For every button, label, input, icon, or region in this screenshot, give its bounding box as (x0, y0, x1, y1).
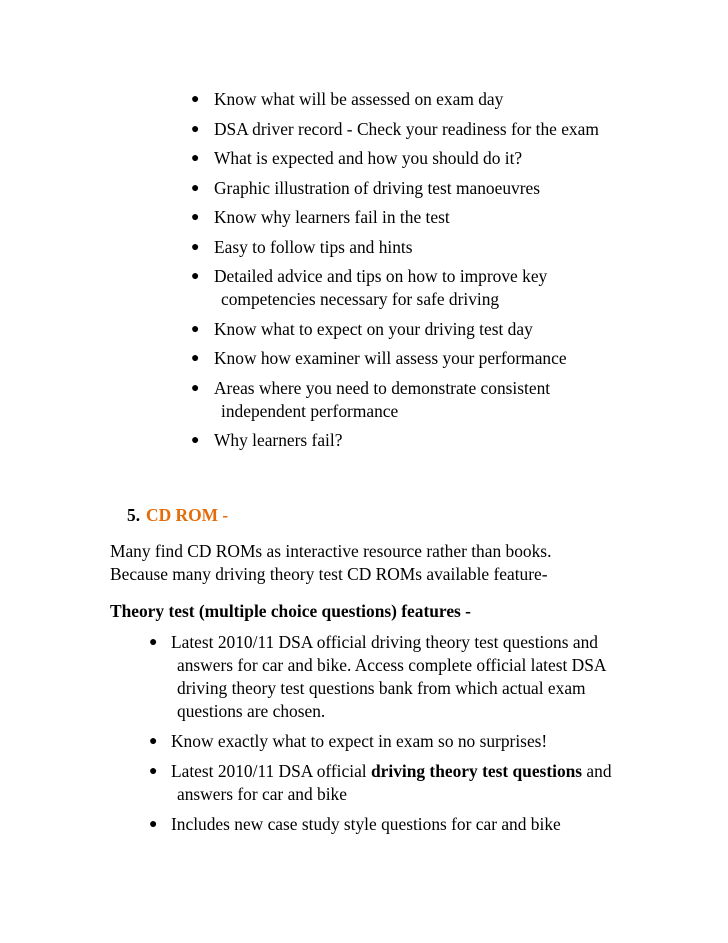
bullet-icon: ● (191, 92, 200, 107)
bullet-icon: ● (191, 380, 200, 396)
bullet-icon: ● (149, 734, 158, 749)
bullet-icon: ● (191, 239, 200, 255)
bullet-icon: ● (191, 180, 200, 196)
list-item: ● What is expected and how you should do it? (191, 148, 523, 168)
bullet-icon: ● (191, 210, 200, 225)
list-item: ● Graphic illustration of driving test manoeuvres (191, 177, 540, 198)
bullet-icon: ● (191, 351, 200, 366)
bullet-icon: ● (191, 121, 200, 137)
list-item: ● Detailed advice and tips on how to improve key competencies necessary for safe driving (191, 266, 548, 309)
list-item: ● Latest 2010/11 DSA official driving theory test questions and answers for car and bike (149, 761, 612, 804)
list-item: ● Know what will be assessed on exam day (191, 89, 504, 109)
list-item: ● Know why learners fail in the test (191, 207, 450, 227)
bullet-list-theory-features (149, 631, 641, 843)
section-title: CD ROM - (146, 505, 229, 525)
bullet-icon: ● (191, 151, 200, 166)
list-item: ● Know how examiner will assess your performance (191, 348, 567, 368)
bullet-list-driving-test (191, 88, 634, 459)
bullet-icon: ● (149, 635, 158, 650)
paragraph-line: Many find CD ROMs as interactive resource rather than books. (110, 541, 552, 561)
list-item: ● Easy to follow tips and hints (191, 236, 413, 257)
section-number: 5. (127, 505, 141, 525)
list-item: ● Know exactly what to expect in exam so no surprises! (149, 731, 548, 751)
bullet-icon: ● (149, 817, 158, 832)
intro-paragraph (110, 540, 630, 586)
list-item: ● DSA driver record - Check your readiness for the exam (191, 118, 599, 139)
bullet-icon: ● (191, 433, 200, 448)
list-item: ● Includes new case study style questions for car and bike (149, 814, 561, 834)
list-item: ● Why learners fail? (191, 430, 343, 450)
section-heading-cd-rom (127, 504, 228, 527)
bullet-icon: ● (149, 764, 158, 779)
bold-phrase: driving theory test questions (370, 761, 583, 781)
paragraph-line: Because many driving theory test CD ROMs available feature- (110, 564, 548, 584)
list-item: ● Areas where you need to demonstrate consistent independent performance (191, 377, 551, 421)
bullet-icon: ● (191, 269, 200, 284)
features-heading: Theory test (multiple choice questions) features - (110, 601, 471, 621)
list-item: ● Latest 2010/11 DSA official driving theory test questions and answers for car and bike. Access complete official latest DSA driving theory test questions bank from which actual exam questions are chosen. (149, 632, 606, 721)
list-item: ● Know what to expect on your driving test day (191, 318, 533, 339)
bullet-icon: ● (191, 321, 200, 337)
